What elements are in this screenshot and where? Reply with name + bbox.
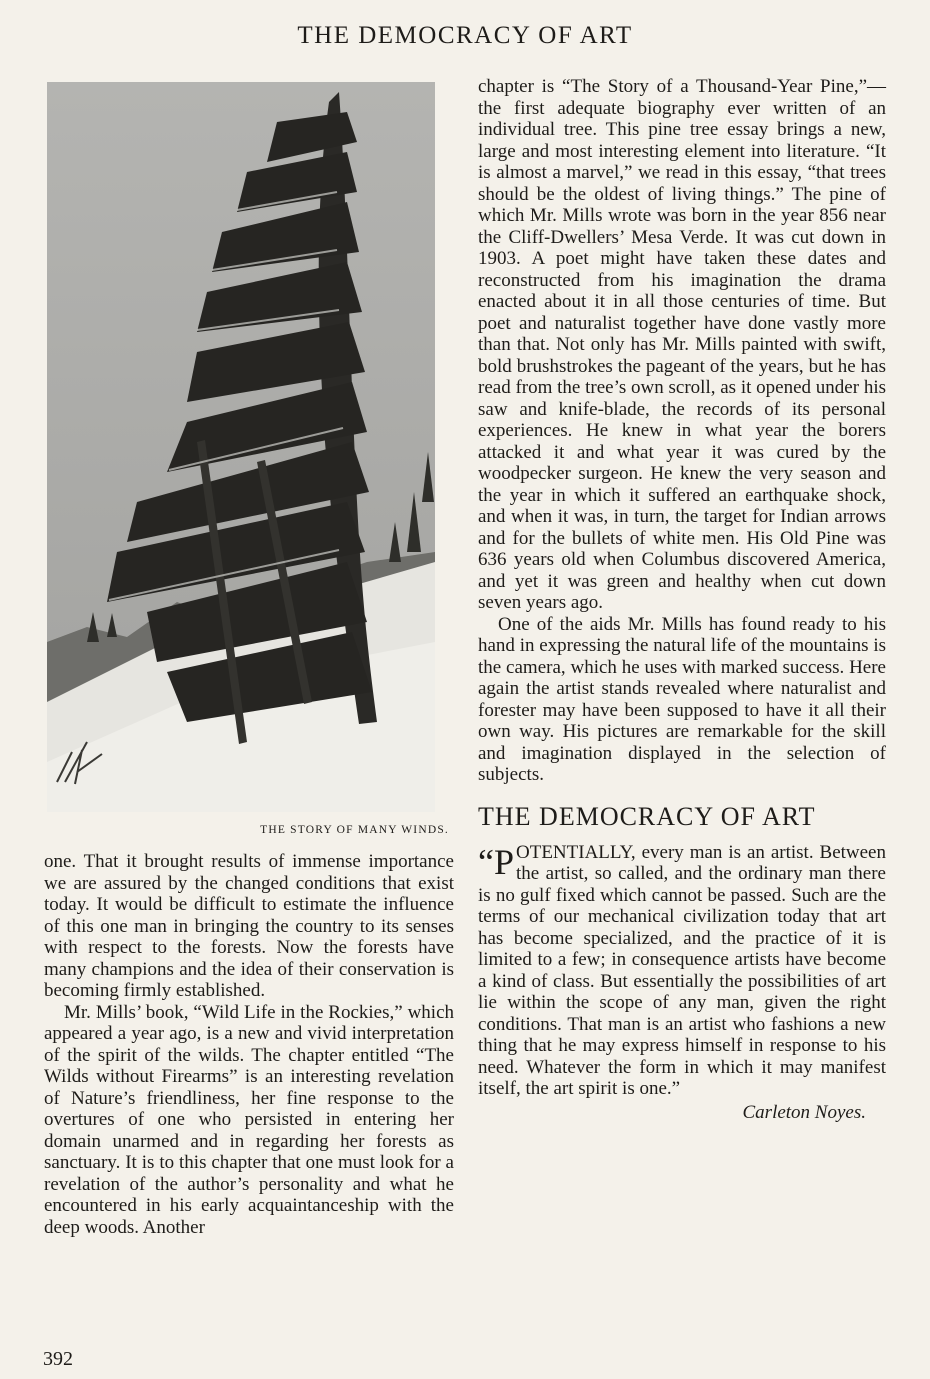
right-paragraph-1: chapter is “The Story of a Thousand-Year Pine,”—the first adequate biography ever written of an individual tree. This pine tree essay brings a new, large and most interesting element into literature. “It is almost a marvel,” we read in this essay, “that trees should be the oldest of living things.” The pine of which Mr. Mills wrote was born in the year 856 near the Cliff-Dwellers’ Mesa Verde. It was cut down in 1903. A poet might have taken these dates and reconstructed from his imagination the drama enacted about it in all those centuries of time. But poet and naturalist together have done vastly more than that. Not only has Mr. Mills painted with swift, bold brushstrokes the pageant of the years, but he has read from the tree’s own scroll, as it opened under his saw and knife-blade, the records of its personal experiences. He knew in what year the borers attacked it and what year it was cured by the woodpecker surgeon. He knew the very season and the year in which it suffered an earthquake shock, and when it was, in turn, the target for Indian arrows and for the bullets of white men. His Old Pine was 636 years old when Columbus discovered America, and yet it was green and healthy when cut down seven years ago. xyxy=(478,76,886,613)
page-number: 392 xyxy=(43,1348,73,1370)
signature: Carleton Noyes. xyxy=(742,1101,866,1123)
quote-text: OTENTIALLY, every man is an artist. Between the artist, so called, and the ordinary man there is no gulf fixed which cannot be passed. Such are the terms of our mechanical civilization today that art has become specialized, and the practice of it is limited to a few; in consequence artists have become a kind of class. But essentially the possibilities of art lie within the scope of any man, given the right conditions. That man is an artist who fashions a new thing that he may express himself in response to his need. Whatever the form in which it may manifest itself, the art spirit is one.” xyxy=(478,841,886,1099)
photo-caption: THE STORY OF MANY WINDS. xyxy=(260,824,449,836)
left-paragraph-2: Mr. Mills’ book, “Wild Life in the Rockies,” which appeared a year ago, is a new and vivid interpretation of the spirit of the wilds. The chapter entitled “The Wilds without Firearms” is an interesting revelation of Nature’s friendliness, her fine response to the overtures of one who persisted in entering her domain unarmed and in regarding her forests as sanctuary. It is to this chapter that one must look for a revelation of the author’s personality and what he encountered in his early acquaintanceship with the deep woods. Another xyxy=(44,1001,454,1238)
right-paragraph-2: One of the aids Mr. Mills has found ready to his hand in expressing the natural life of the mountains is the camera, which he uses with marked success. Here again the artist stands revealed where naturalist and forester may have been supposed to have it all their own way. His pictures are remarkable for the skill and imagination displayed in the selection of subjects. xyxy=(478,613,886,785)
left-paragraph-1: one. That it brought results of immense importance we are assured by the changed conditions that exist today. It would be difficult to estimate the influence of this one man in bringing the country to its senses with respect to the forests. Now the forests have many champions and the idea of their conservation is becoming firmly established. xyxy=(44,851,454,1001)
tree-photograph xyxy=(47,82,435,812)
running-head: THE DEMOCRACY OF ART xyxy=(297,22,633,49)
left-column xyxy=(44,851,454,1238)
pine-tree-illustration xyxy=(47,82,435,812)
quote-initial: “P xyxy=(478,841,514,882)
section-title: THE DEMOCRACY OF ART xyxy=(478,801,816,831)
right-column xyxy=(478,76,886,1123)
quote-paragraph xyxy=(478,842,886,1100)
